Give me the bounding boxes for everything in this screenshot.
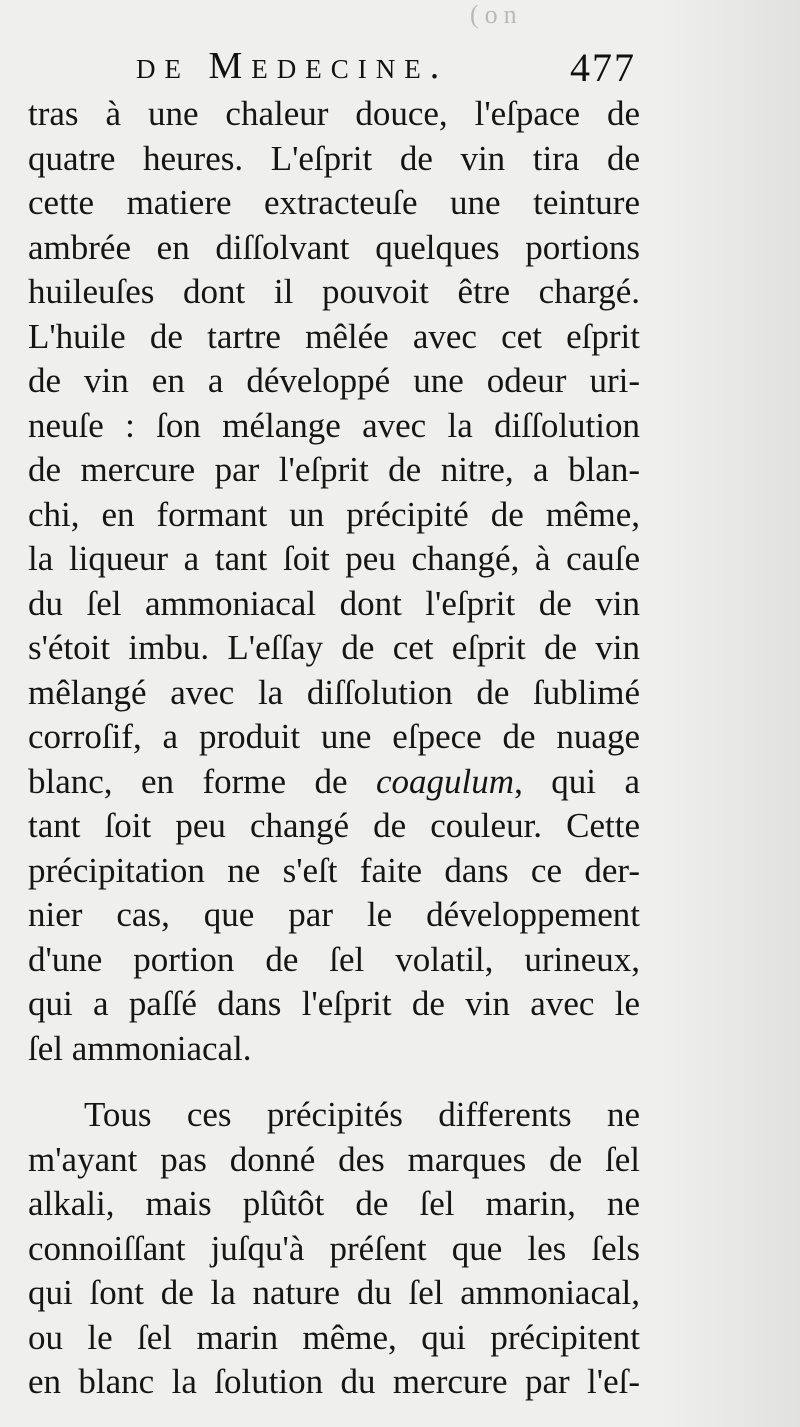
running-head-title: de Medecine. xyxy=(136,45,449,87)
text-line: de vin en a développé une odeur uri- xyxy=(28,361,640,400)
text-line: la liqueur a tant ſoit peu changé, à cauſe xyxy=(28,539,640,578)
text-line: de mercure par l'eſprit de nitre, a blan- xyxy=(28,450,640,489)
text-segment: blanc, en forme de xyxy=(28,761,377,801)
text-line: mêlangé avec la diſſolution de ſublimé xyxy=(28,672,640,712)
text-line: nier cas, que par le développement xyxy=(28,895,640,934)
text-line: alkali, mais plûtôt de ſel marin, ne xyxy=(28,1184,640,1223)
paragraph xyxy=(28,92,640,1071)
scan-edge-shadow xyxy=(660,0,800,1427)
page-number: 477 xyxy=(570,45,636,90)
text-line: quatre heures. L'eſprit de vin tira de xyxy=(28,138,640,178)
paragraph xyxy=(28,1093,640,1405)
text-line: précipitation ne s'eſt faite dans ce der- xyxy=(28,850,640,890)
text-line: connoiſſant juſqu'à préſent que les ſels xyxy=(28,1228,640,1268)
bleed-through-text: (on xyxy=(470,0,523,29)
text-line: ou le ſel marin même, qui précipitent xyxy=(28,1317,640,1357)
text-line: tant ſoit peu changé de couleur. Cette xyxy=(28,806,640,845)
text-line: Tous ces précipités differents ne xyxy=(84,1095,640,1134)
text-line: L'huile de tartre mêlée avec cet eſprit xyxy=(28,316,640,356)
text-line: m'ayant pas donné des marques de ſel xyxy=(28,1139,640,1179)
text-line: d'une portion de ſel volatil, urineux, xyxy=(28,939,640,979)
text-line: s'étoit imbu. L'eſſay de cet eſprit de vin xyxy=(28,628,640,667)
text-line: cette matiere extractеuſe une teinture xyxy=(28,183,640,222)
paragraph-gap xyxy=(28,1071,640,1093)
body-text xyxy=(28,92,640,1405)
text-line: huileuſes dont il pouvoit être chargé. xyxy=(28,272,640,311)
text-line: qui a paſſé dans l'eſprit de vin avec le xyxy=(28,984,640,1023)
running-head xyxy=(136,44,636,94)
text-line: ambrée en diſſolvant quelques portions xyxy=(28,227,640,267)
text-segment: , qui a xyxy=(514,761,640,801)
text-line: qui ſont de la nature du ſel ammoniacal, xyxy=(28,1273,640,1312)
text-line: neuſe : ſon mélange avec la diſſolution xyxy=(28,405,640,445)
text-line: en blanc la ſolution du mercure par l'eſ- xyxy=(28,1362,640,1401)
text-line: tras à une chaleur douce, l'eſpace de xyxy=(28,94,640,133)
text-line: ſel ammoniacal. xyxy=(28,1028,252,1068)
text-line: du ſel ammoniacal dont l'eſprit de vin xyxy=(28,583,640,623)
text-line: chi, en formant un précipité de même, xyxy=(28,494,640,534)
text-line: corroſif, a produit une eſpece de nuage xyxy=(28,717,640,756)
italic-term: coagulum xyxy=(376,761,515,801)
text-line-with-italic xyxy=(28,760,640,805)
